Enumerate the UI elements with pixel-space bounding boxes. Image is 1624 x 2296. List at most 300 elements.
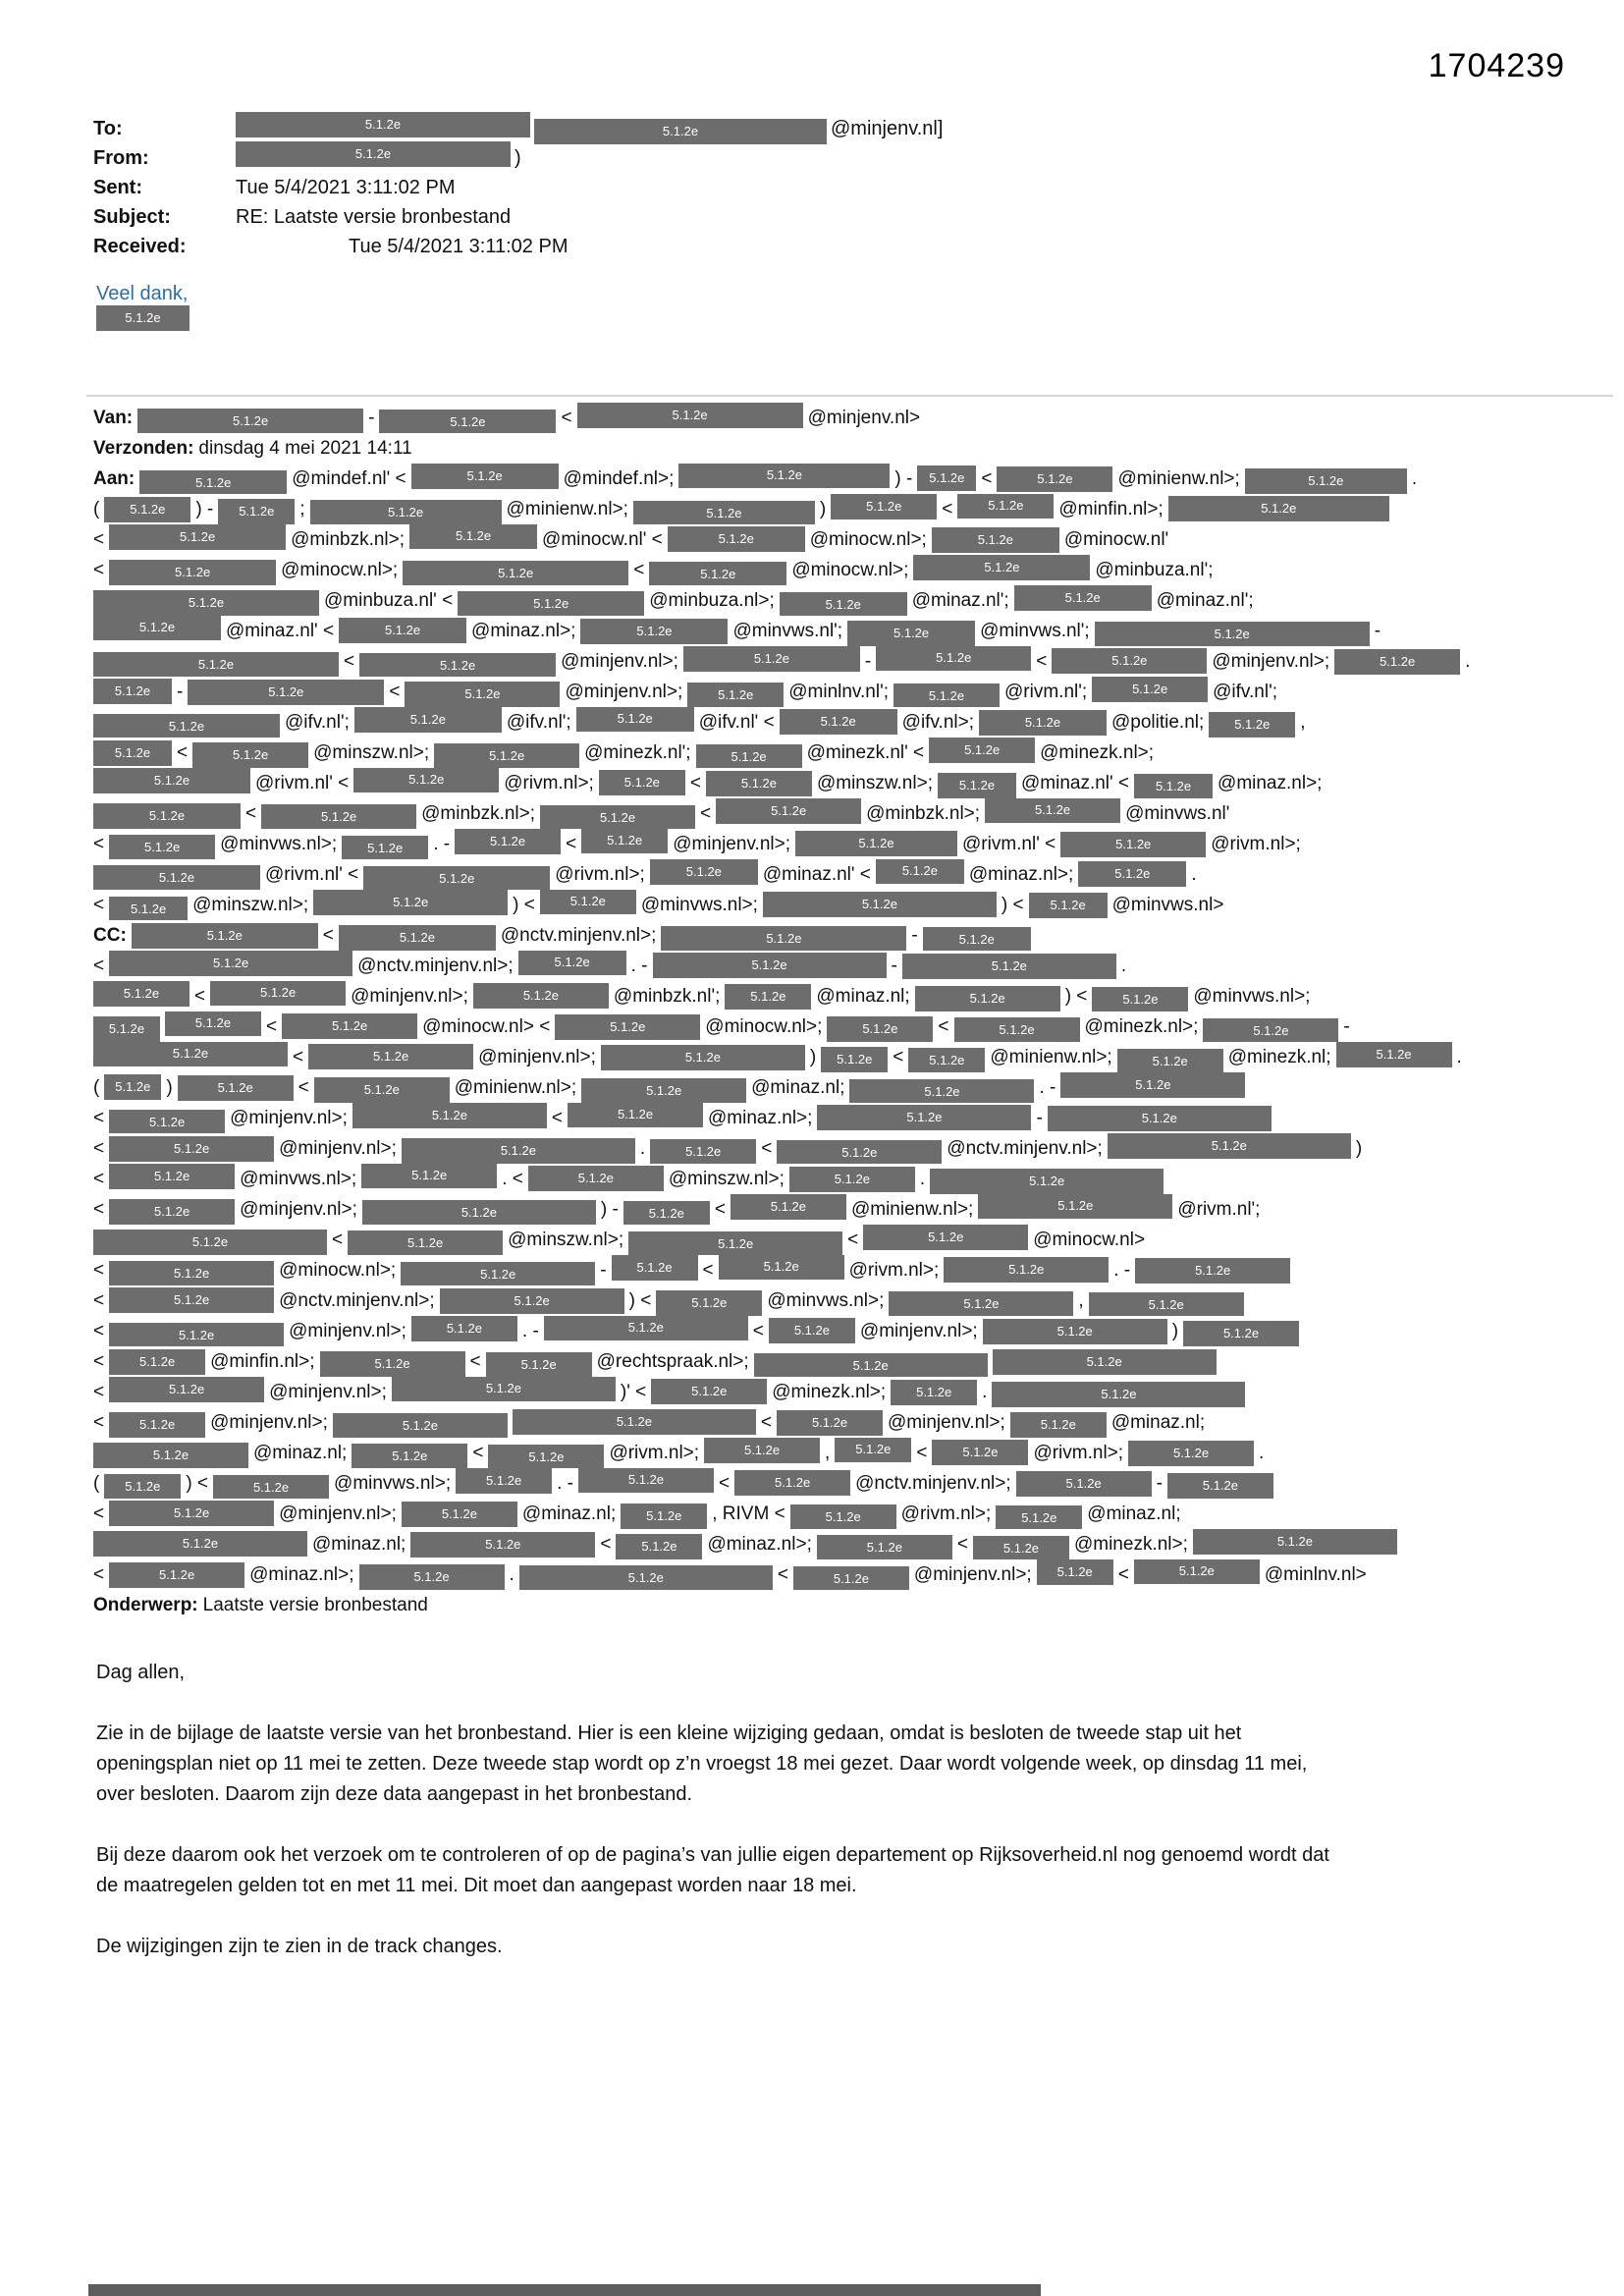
recipient-fragment: @ifv.nl>;: [901, 711, 974, 733]
recipient-fragment: @minvws.nl>;: [767, 1289, 885, 1311]
recipient-fragment: @minvws.nl>;: [334, 1472, 452, 1494]
redaction-box: 5.1.2e: [992, 1382, 1245, 1407]
redaction-box: 5.1.2e: [628, 1231, 842, 1256]
redaction-box: 5.1.2e: [581, 829, 668, 853]
redaction-box: 5.1.2e: [932, 527, 1059, 553]
redaction-box: 5.1.2e: [236, 141, 511, 167]
recipient-fragment: ) <: [1001, 894, 1024, 915]
redaction-box: 5.1.2e: [835, 1438, 911, 1462]
redaction-box: 5.1.2e: [568, 1103, 703, 1127]
recipient-fragment: @rivm.nl' <: [265, 863, 359, 885]
redaction-box: 5.1.2e: [944, 1257, 1109, 1283]
recipient-fragment: <: [93, 1198, 105, 1220]
redaction-box: 5.1.2e: [519, 1565, 773, 1591]
recipient-fragment: @minaz.nl;: [751, 1076, 845, 1098]
redaction-box: 5.1.2e: [104, 1074, 161, 1100]
redaction-box: 5.1.2e: [534, 119, 827, 144]
redaction-box: 5.1.2e: [342, 836, 428, 860]
redaction-box: 5.1.2e: [392, 1377, 616, 1401]
recipient-fragment: @rivm.nl';: [1004, 681, 1088, 702]
redaction-box: 5.1.2e: [93, 865, 260, 891]
recipient-fragment: <: [389, 681, 401, 702]
redaction-box: 5.1.2e: [137, 409, 363, 434]
redaction-box: 5.1.2e: [488, 1445, 604, 1469]
recipient-row: [93, 403, 1586, 433]
recipient-fragment: @nctv.minjenv.nl>;: [357, 955, 514, 976]
redaction-box: 5.1.2e: [132, 923, 318, 949]
recipient-fragment: @rivm.nl';: [1177, 1198, 1261, 1220]
recipient-row: [93, 1346, 1586, 1377]
body-greeting: Dag allen,: [96, 1662, 186, 1683]
recipient-fragment: @minlnv.nl>: [1264, 1563, 1367, 1585]
redaction-box: 5.1.2e: [979, 710, 1107, 736]
recipient-fragment: ): [1355, 1137, 1363, 1159]
redaction-box: 5.1.2e: [1089, 1292, 1244, 1317]
recipient-fragment: @minjenv.nl>;: [351, 985, 468, 1007]
redaction-box: 5.1.2e: [109, 1164, 235, 1189]
recipient-fragment: ) <: [1064, 985, 1088, 1007]
recipient-fragment: <: [847, 1229, 859, 1250]
recipient-fragment: <: [761, 1137, 773, 1159]
redaction-box: 5.1.2e: [458, 591, 644, 617]
recipient-fragment: @minszw.nl>;: [192, 894, 309, 915]
recipient-fragment: @minbuza.nl>;: [649, 589, 775, 611]
recipient-fragment: @minaz.nl>;: [968, 863, 1074, 885]
recipient-fragment: @minocw.nl>: [1033, 1229, 1146, 1250]
recipient-row: [93, 981, 1586, 1011]
recipient-fragment: @minjenv.nl>;: [1212, 650, 1330, 672]
recipient-fragment: ): [514, 146, 521, 169]
header-field-row: [93, 202, 1546, 232]
redaction-box: 5.1.2e: [218, 499, 295, 524]
recipient-row: [93, 646, 1586, 677]
recipient-fragment: ) -: [894, 467, 913, 489]
recipient-fragment: <: [916, 1442, 928, 1463]
redaction-box: 5.1.2e: [93, 714, 280, 738]
field-label: Aan:: [93, 467, 135, 489]
redaction-box: 5.1.2e: [333, 1413, 508, 1439]
recipient-row: [93, 1590, 1586, 1620]
redaction-box: 5.1.2e: [876, 859, 964, 884]
recipient-fragment: <: [760, 1411, 773, 1433]
recipient-fragment: @minjenv.nl>;: [279, 1137, 397, 1159]
recipient-row: [93, 1011, 1586, 1042]
redaction-box: 5.1.2e: [434, 743, 579, 769]
recipient-fragment: <: [719, 1472, 731, 1494]
redaction-box: 5.1.2e: [1037, 1559, 1113, 1585]
redaction-box: 5.1.2e: [706, 771, 812, 796]
recipient-row: [93, 890, 1586, 920]
redaction-box: 5.1.2e: [731, 1194, 846, 1220]
redaction-box: 5.1.2e: [456, 1468, 552, 1494]
redaction-box: 5.1.2e: [1193, 1529, 1397, 1555]
recipient-fragment: -: [177, 681, 184, 702]
recipient-row: [93, 1164, 1586, 1194]
recipient-fragment: @minbuza.nl';: [1095, 559, 1214, 580]
header-field-label: Received:: [93, 235, 187, 257]
recipient-fragment: <: [93, 894, 105, 915]
redaction-box: 5.1.2e: [996, 1505, 1082, 1530]
redaction-box: 5.1.2e: [777, 1410, 883, 1436]
recipient-fragment: ) <: [513, 894, 535, 915]
redaction-box: 5.1.2e: [109, 1199, 235, 1225]
redaction-box: 5.1.2e: [621, 1503, 707, 1529]
recipient-fragment: @minezk.nl>;: [1040, 741, 1155, 763]
redaction-box: 5.1.2e: [402, 1138, 635, 1164]
redaction-box: 5.1.2e: [93, 1016, 160, 1042]
redaction-box: 5.1.2e: [1060, 832, 1206, 857]
header-field-value: [236, 206, 511, 229]
redaction-box: 5.1.2e: [93, 768, 250, 793]
recipient-fragment: @minszw.nl>;: [668, 1168, 785, 1189]
recipient-fragment: @minaz.nl;: [1087, 1503, 1181, 1524]
redaction-box: 5.1.2e: [687, 683, 784, 708]
redaction-box: 5.1.2e: [544, 1316, 748, 1340]
redaction-box: 5.1.2e: [656, 1290, 762, 1316]
thanks-block: [96, 283, 189, 335]
redaction-box: 5.1.2e: [891, 1380, 977, 1405]
recipient-row: [93, 920, 1586, 951]
recipient-fragment: @minjenv.nl>;: [269, 1381, 387, 1402]
recipient-fragment: <: [472, 1442, 484, 1463]
redaction-box: 5.1.2e: [780, 709, 897, 735]
redaction-box: 5.1.2e: [348, 1230, 503, 1256]
redaction-box: 5.1.2e: [653, 953, 887, 978]
recipient-fragment: @rivm.nl' <: [255, 772, 350, 793]
redaction-box: 5.1.2e: [188, 680, 384, 705]
recipient-row: [93, 859, 1586, 890]
redaction-box: 5.1.2e: [93, 679, 172, 704]
redaction-box: 5.1.2e: [668, 526, 805, 552]
redaction-box: 5.1.2e: [1117, 1049, 1223, 1073]
recipient-fragment: dinsdag 4 mei 2021 14:11: [198, 437, 412, 459]
recipient-fragment: . <: [502, 1168, 523, 1189]
recipient-row: [93, 738, 1586, 768]
recipient-fragment: @rivm.nl>;: [900, 1503, 992, 1524]
recipient-fragment: <: [298, 1076, 309, 1098]
redaction-box: 5.1.2e: [1014, 585, 1152, 611]
recipient-row: [93, 829, 1586, 859]
recipient-fragment: @politie.nl;: [1111, 711, 1205, 733]
recipient-fragment: @minjenv.nl>;: [673, 833, 790, 854]
redaction-box: 5.1.2e: [938, 773, 1016, 798]
body-paragraph: De wijzigingen zijn te zien in de track changes.: [96, 1936, 503, 1957]
recipient-fragment: . -: [557, 1472, 573, 1494]
recipient-fragment: @minocw.nl>;: [279, 1259, 397, 1281]
redaction-box: 5.1.2e: [411, 464, 559, 489]
recipient-fragment: @minienw.nl>;: [990, 1046, 1112, 1067]
redaction-box: 5.1.2e: [978, 1194, 1172, 1219]
recipient-fragment: @minienw.nl>;: [506, 498, 628, 519]
redaction-box: 5.1.2e: [1209, 712, 1295, 738]
recipient-fragment: @ifv.nl';: [285, 711, 350, 733]
recipient-fragment: @minjenv.nl]: [831, 117, 944, 139]
recipient-fragment: @minbzk.nl>;: [291, 528, 406, 550]
recipient-fragment: .: [1465, 650, 1471, 672]
redaction-box: 5.1.2e: [261, 804, 416, 830]
redaction-box: 5.1.2e: [455, 829, 561, 854]
recipient-fragment: @minjenv.nl>;: [240, 1198, 357, 1220]
redaction-box: 5.1.2e: [827, 1016, 933, 1042]
redaction-box: 5.1.2e: [661, 926, 906, 952]
redaction-box: 5.1.2e: [109, 1323, 284, 1347]
redaction-box: 5.1.2e: [616, 1534, 702, 1559]
recipient-row: [93, 616, 1586, 646]
recipient-row: [93, 951, 1586, 981]
redaction-box: 5.1.2e: [96, 305, 189, 331]
recipient-row: [93, 1377, 1586, 1407]
header-field-row: [93, 173, 1546, 202]
redaction-box: 5.1.2e: [913, 555, 1090, 580]
recipient-fragment: (: [93, 1472, 100, 1494]
redaction-box: 5.1.2e: [623, 1201, 710, 1226]
recipient-fragment: @mindef.nl' <: [292, 467, 406, 489]
redaction-box: 5.1.2e: [704, 1438, 820, 1463]
recipient-fragment: @minszw.nl>;: [313, 741, 430, 763]
redaction-box: 5.1.2e: [993, 1349, 1217, 1375]
recipient-fragment: <: [93, 955, 105, 976]
redaction-box: 5.1.2e: [1095, 622, 1370, 647]
recipient-fragment: @minjenv.nl>;: [478, 1046, 596, 1067]
recipient-fragment: <: [266, 1015, 278, 1037]
recipient-fragment: <: [600, 1533, 612, 1555]
recipient-fragment: @nctv.minjenv.nl>;: [947, 1137, 1103, 1159]
recipient-fragment: ): [819, 498, 827, 519]
redaction-box: 5.1.2e: [359, 1564, 505, 1590]
recipient-fragment: @minjenv.nl>;: [230, 1107, 348, 1128]
redaction-box: 5.1.2e: [719, 1255, 844, 1280]
recipient-fragment: @nctv.minjenv.nl>;: [855, 1472, 1011, 1494]
recipient-fragment: <: [93, 1563, 105, 1585]
recipient-fragment: @minfin.nl>;: [1058, 498, 1164, 519]
redaction-box: 5.1.2e: [957, 494, 1054, 519]
recipient-fragment: @minjenv.nl>: [807, 407, 921, 428]
redaction-box: 5.1.2e: [1135, 1258, 1290, 1284]
recipient-fragment: <: [332, 1229, 344, 1250]
recipient-fragment: <: [93, 1411, 105, 1433]
recipient-fragment: <: [566, 833, 577, 854]
recipient-fragment: .: [1191, 863, 1197, 885]
recipient-fragment: @rivm.nl' <: [961, 833, 1056, 854]
redaction-box: 5.1.2e: [486, 1352, 592, 1378]
redaction-box: 5.1.2e: [983, 1319, 1167, 1344]
redaction-box: 5.1.2e: [540, 890, 636, 914]
recipient-fragment: <: [689, 772, 701, 793]
recipient-fragment: . -: [630, 955, 648, 976]
redaction-box: 5.1.2e: [109, 1287, 274, 1313]
recipient-fragment: @minbuza.nl' <: [324, 589, 454, 611]
recipient-fragment: @minocw.nl>;: [281, 559, 399, 580]
redaction-box: 5.1.2e: [1128, 1441, 1254, 1466]
redaction-box: 5.1.2e: [313, 890, 508, 915]
recipient-fragment: @minszw.nl>;: [508, 1229, 624, 1250]
redaction-box: 5.1.2e: [109, 1562, 244, 1588]
recipient-fragment: @ifv.nl';: [1213, 681, 1277, 702]
redaction-box: 5.1.2e: [93, 1230, 327, 1255]
recipient-fragment: ,: [1300, 711, 1306, 733]
recipient-fragment: @minaz.nl' <: [226, 620, 335, 641]
redaction-box: 5.1.2e: [763, 892, 997, 917]
recipient-fragment: @nctv.minjenv.nl>;: [279, 1289, 435, 1311]
recipient-fragment: <: [93, 1381, 105, 1402]
redaction-box: 5.1.2e: [923, 927, 1031, 952]
redaction-box: 5.1.2e: [577, 403, 803, 428]
redaction-box: 5.1.2e: [777, 1140, 942, 1165]
recipient-fragment: @minvws.nl>;: [1193, 985, 1311, 1007]
signature-redaction: [96, 309, 189, 335]
recipient-fragment: @minjenv.nl>;: [913, 1563, 1032, 1585]
redaction-box: 5.1.2e: [339, 618, 466, 643]
recipient-fragment: <: [177, 741, 189, 763]
header-field-value: [236, 145, 521, 171]
redaction-box: 5.1.2e: [540, 805, 695, 830]
redaction-box: 5.1.2e: [1203, 1018, 1338, 1043]
redaction-box: 5.1.2e: [282, 1013, 417, 1039]
redaction-box: 5.1.2e: [612, 1255, 698, 1281]
redaction-box: 5.1.2e: [754, 1353, 988, 1378]
recipient-fragment: ): [809, 1046, 817, 1067]
recipient-fragment: .: [982, 1381, 988, 1402]
recipient-fragment: @minvws.nl';: [980, 620, 1090, 641]
recipient-fragment: -: [1156, 1472, 1163, 1494]
recipient-fragment: @minvws.nl>;: [640, 894, 758, 915]
redaction-box: 5.1.2e: [1092, 677, 1208, 702]
redaction-box: 5.1.2e: [352, 1444, 467, 1469]
header-field-label: Subject:: [93, 205, 171, 228]
recipient-row: [93, 433, 1586, 464]
redaction-box: 5.1.2e: [789, 1167, 915, 1192]
recipient-fragment: @nctv.minjenv.nl>;: [500, 924, 657, 946]
redaction-box: 5.1.2e: [109, 1136, 274, 1162]
redaction-box: 5.1.2e: [109, 1501, 274, 1526]
redaction-box: 5.1.2e: [651, 1379, 767, 1404]
redaction-box: 5.1.2e: [314, 1077, 450, 1103]
redaction-box: 5.1.2e: [310, 500, 502, 525]
redaction-box: 5.1.2e: [716, 798, 861, 824]
recipient-row: [93, 1072, 1586, 1103]
redaction-box: 5.1.2e: [601, 1045, 805, 1070]
recipient-fragment: <: [561, 407, 572, 428]
page-bottom-bar: [88, 2284, 1041, 2296]
redaction-box: 5.1.2e: [93, 652, 339, 678]
recipient-fragment: ) -: [195, 498, 214, 519]
redaction-box: 5.1.2e: [353, 768, 499, 793]
redaction-box: 5.1.2e: [930, 1169, 1164, 1194]
redaction-box: 5.1.2e: [513, 1409, 756, 1435]
recipient-row: [93, 494, 1586, 524]
header-field-row: [93, 143, 1546, 173]
redaction-box: 5.1.2e: [847, 621, 975, 646]
recipient-fragment: @minaz.nl' <: [762, 863, 871, 885]
body-paragraph: Bij deze daarom ook het verzoek om te controleren of op de pagina’s van jullie eigen departement op Rijksoverheid.nl nog genoemd wordt dat de maatregelen gelden tot en met 11 mei. Dit moet dan aangepast worden naar 18 mei.: [96, 1844, 1329, 1896]
recipient-fragment: @minocw.nl> <: [422, 1015, 551, 1037]
recipient-row: [93, 1285, 1586, 1316]
recipient-row: [93, 798, 1586, 829]
recipient-fragment: <: [93, 1289, 105, 1311]
body-paragraph: Zie in de bijlage de laatste versie van het bronbestand. Hier is een kleine wijziging gedaan, omdat is besloten de tweede stap uit het openingsplan niet op 11 mei te zetten. Deze tweede stap wordt op z’n vroegst 18 mei gezet. Daar wordt volgende week, op dinsdag 11 mei, over besloten. Daarom zijn deze data aangepast in het bronbestand.: [96, 1722, 1308, 1805]
recipient-fragment: -: [1374, 620, 1381, 641]
redaction-box: 5.1.2e: [93, 981, 189, 1007]
recipient-fragment: @minvws.nl>: [1111, 894, 1224, 915]
redaction-box: 5.1.2e: [410, 1532, 595, 1558]
recipient-fragment: .: [1411, 467, 1418, 489]
recipient-fragment: @minienw.nl>;: [1117, 467, 1240, 489]
recipient-fragment: <: [194, 985, 206, 1007]
redaction-box: 5.1.2e: [821, 1047, 888, 1072]
recipient-fragment: -: [1343, 1015, 1350, 1037]
recipient-fragment: <: [752, 1320, 764, 1341]
recipient-row: [93, 768, 1586, 798]
redaction-box: 5.1.2e: [109, 1110, 225, 1134]
redaction-box: 5.1.2e: [725, 984, 811, 1010]
redaction-box: 5.1.2e: [1336, 1042, 1452, 1067]
redaction-box: 5.1.2e: [1168, 496, 1389, 521]
redaction-box: 5.1.2e: [696, 744, 802, 769]
greeting-text: Veel dank,: [96, 283, 189, 304]
recipient-fragment: <: [93, 1350, 105, 1372]
recipient-fragment: @minaz.nl>;: [1218, 772, 1323, 793]
redaction-box: 5.1.2e: [555, 1014, 700, 1040]
recipient-fragment: <: [893, 1046, 904, 1067]
recipient-fragment: @minaz.nl';: [911, 589, 1009, 611]
recipient-fragment: -: [864, 650, 872, 672]
recipient-fragment: @minaz.nl;: [1110, 1411, 1206, 1433]
redaction-box: 5.1.2e: [581, 1078, 746, 1104]
redaction-box: 5.1.2e: [320, 1351, 465, 1377]
recipient-fragment: <: [469, 1350, 481, 1372]
redaction-box: 5.1.2e: [734, 1470, 850, 1496]
recipient-fragment: ) -: [600, 1198, 619, 1220]
recipient-fragment: @minbzk.nl';: [613, 985, 721, 1007]
recipient-fragment: @minbzk.nl>;: [866, 802, 981, 824]
redaction-box: 5.1.2e: [683, 646, 860, 672]
recipient-fragment: <: [714, 1198, 726, 1220]
redaction-box: 5.1.2e: [104, 497, 190, 522]
redaction-box: 5.1.2e: [518, 951, 626, 975]
redaction-box: 5.1.2e: [339, 925, 496, 951]
redaction-box: 5.1.2e: [793, 1566, 909, 1591]
recipient-fragment: @ifv.nl' <: [698, 711, 775, 733]
recipient-row: [93, 1499, 1586, 1529]
email-header-fields: [93, 114, 1546, 261]
redaction-box: 5.1.2e: [352, 1103, 547, 1128]
redaction-box: 5.1.2e: [213, 1475, 329, 1500]
recipient-fragment: . -: [1039, 1076, 1056, 1098]
recipient-fragment: @minaz.nl;: [253, 1442, 348, 1463]
redaction-box: 5.1.2e: [93, 803, 241, 829]
recipient-fragment: ,: [1078, 1289, 1084, 1311]
recipient-fragment: <: [956, 1533, 968, 1555]
redaction-box: 5.1.2e: [109, 835, 215, 860]
recipient-fragment: @ifv.nl';: [506, 711, 571, 733]
redaction-box: 5.1.2e: [817, 1105, 1031, 1130]
recipient-fragment: ): [1171, 1320, 1179, 1341]
redaction-box: 5.1.2e: [1010, 1412, 1107, 1438]
recipient-fragment: ,: [825, 1442, 831, 1463]
recipient-fragment: <: [93, 1107, 105, 1128]
recipient-row: [93, 707, 1586, 738]
recipient-fragment: @minaz.nl;: [816, 985, 910, 1007]
recipient-row: [93, 677, 1586, 707]
recipient-fragment: RE: Laatste versie bronbestand: [236, 205, 512, 228]
recipient-row: [93, 1529, 1586, 1559]
recipient-fragment: @minjenv.nl>;: [210, 1411, 328, 1433]
redaction-box: 5.1.2e: [1029, 893, 1108, 918]
redaction-box: 5.1.2e: [1167, 1473, 1273, 1499]
recipient-fragment: -: [891, 955, 897, 976]
recipient-fragment: <: [702, 1259, 714, 1281]
recipient-fragment: @minfin.nl>;: [210, 1350, 315, 1372]
